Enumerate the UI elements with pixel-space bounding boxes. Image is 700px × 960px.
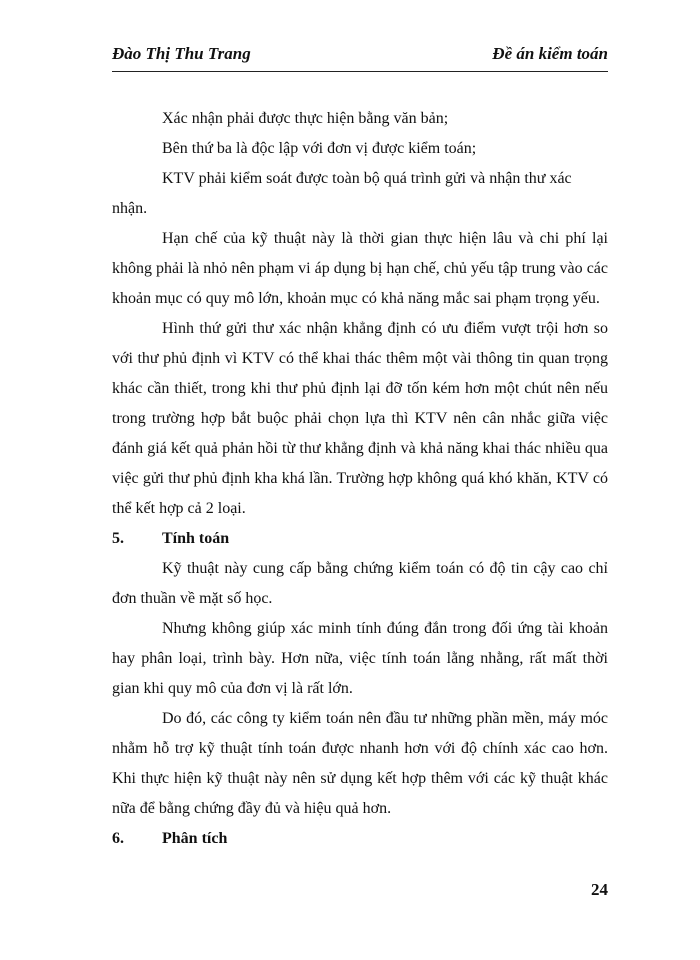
- header-author: Đào Thị Thu Trang: [112, 44, 251, 63]
- section-heading-6: [112, 824, 608, 854]
- section-title: Tính toán: [162, 530, 230, 547]
- section-number: 5.: [112, 530, 124, 547]
- paragraph: Nhưng không giúp xác minh tính đúng đắn trong đối ứng tài khoản hay phân loại, trình bày. Hơn nữa, việc tính toán lằng nhằng, rất mất thời gian khi quy mô của đơn vị là rất lớn.: [112, 620, 608, 697]
- paragraph: Kỹ thuật này cung cấp bằng chứng kiểm toán có độ tin cậy cao chỉ đơn thuần về mặt số học.: [112, 560, 608, 607]
- section-title: Phân tích: [162, 830, 228, 847]
- header-rule: [112, 71, 608, 72]
- section-heading-5: [112, 524, 608, 554]
- paragraph: KTV phải kiểm soát được toàn bộ quá trình gửi và nhận thư xác nhận.: [112, 170, 572, 217]
- paragraph: Bên thứ ba là độc lập với đơn vị được kiểm toán;: [162, 140, 477, 157]
- section-number: 6.: [112, 830, 124, 847]
- paragraph: Do đó, các công ty kiểm toán nên đầu tư những phần mền, máy móc nhằm hỗ trợ kỹ thuật tính toán được nhanh hơn với độ chính xác cao hơn. Khi thực hiện kỹ thuật này nên sử dụng kết hợp thêm với các kỹ thuật khác nữa để bằng chứng đầy đủ và hiệu quả hơn.: [112, 710, 608, 817]
- page-header: [112, 44, 608, 64]
- header-title: Đề án kiểm toán: [492, 44, 608, 63]
- paragraph: Hình thứ gửi thư xác nhận khẳng định có ưu điểm vượt trội hơn so với thư phủ định vì KTV có thể khai thác thêm một vài thông tin quan trọng khác cần thiết, trong khi thư phủ định lại đỡ tốn kém hơn một chút nên nếu trong trường hợp bắt buộc phải chọn lựa thì KTV nên cân nhắc giữa việc đánh giá kết quả phản hồi từ thư khẳng định và khả năng khai thác nhiều qua việc gửi thư phủ định kha khá lần. Trường hợp không quá khó khăn, KTV có thể kết hợp cả 2 loại.: [112, 320, 608, 517]
- document-body: [112, 104, 608, 854]
- paragraph: Xác nhận phải được thực hiện bằng văn bản;: [162, 110, 449, 127]
- page-number: 24: [591, 880, 608, 899]
- paragraph: Hạn chế của kỹ thuật này là thời gian thực hiện lâu và chi phí lại không phải là nhỏ nên phạm vi áp dụng bị hạn chế, chủ yếu tập trung vào các khoản mục có quy mô lớn, khoản mục có khả năng mắc sai phạm trọng yếu.: [112, 230, 608, 307]
